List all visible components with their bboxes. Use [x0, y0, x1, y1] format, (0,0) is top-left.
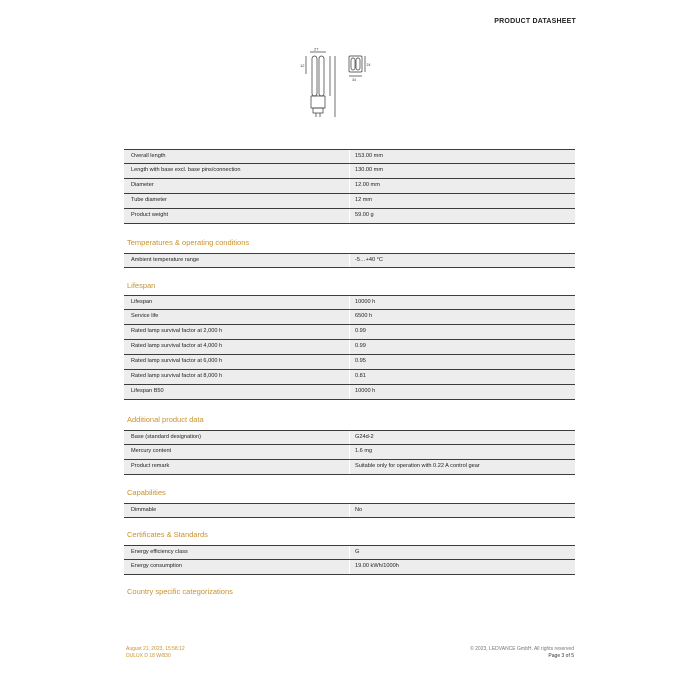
- section-title-capabilities: Capabilities: [127, 488, 166, 497]
- row-value: 10000 h: [355, 388, 376, 394]
- table-row: [124, 310, 575, 325]
- row-value: Suitable only for operation with 0.22 A control gear: [355, 463, 480, 469]
- certificates-table: [124, 545, 575, 575]
- table-row: [124, 460, 575, 475]
- footer-product-code: DULUX D 18 W/830: [126, 653, 171, 659]
- table-row: [124, 179, 575, 194]
- row-label: Ambient temperature range: [131, 257, 200, 263]
- row-label: Rated lamp survival factor at 6,000 h: [131, 358, 223, 364]
- dim-right-label: 24: [366, 63, 371, 67]
- row-label: Rated lamp survival factor at 4,000 h: [131, 343, 223, 349]
- row-value: 130.00 mm: [355, 167, 383, 173]
- row-label: Base (standard designation): [131, 434, 201, 440]
- document-title: PRODUCT DATASHEET: [494, 18, 576, 25]
- table-row: [124, 209, 575, 224]
- dimensions-table: [124, 149, 575, 224]
- row-label: Product weight: [131, 212, 169, 218]
- capabilities-table: [124, 503, 575, 518]
- row-label: Product remark: [131, 463, 170, 469]
- row-label: Service life: [131, 313, 159, 319]
- lifespan-table: [124, 295, 575, 400]
- dim-bottom-label: 34: [352, 78, 356, 82]
- table-row: [124, 560, 575, 575]
- row-label: Diameter: [131, 182, 154, 188]
- footer-copyright: © 2023, LEDVANCE GmbH. All rights reserved: [470, 646, 574, 652]
- row-value: G: [355, 549, 360, 555]
- row-label: Lifespan: [131, 299, 153, 305]
- row-label: Overall length: [131, 153, 166, 159]
- row-value: 59.00 g: [355, 212, 374, 218]
- row-label: Energy efficiency class: [131, 549, 188, 555]
- row-value: 0.99: [355, 328, 366, 334]
- row-value: G24d-2: [355, 434, 374, 440]
- temperatures-table: [124, 253, 575, 268]
- table-row: [124, 355, 575, 370]
- additional-table: [124, 430, 575, 475]
- row-value: 19.00 kWh/1000h: [355, 563, 399, 569]
- row-value: 153.00 mm: [355, 153, 383, 159]
- row-value: 0.81: [355, 373, 366, 379]
- section-title-certificates: Certificates & Standards: [127, 530, 208, 539]
- table-row: [124, 325, 575, 340]
- row-label: Rated lamp survival factor at 8,000 h: [131, 373, 223, 379]
- dim-side-label: 12: [300, 63, 305, 68]
- lamp-dimension-drawing: [298, 46, 378, 126]
- footer-page-number: Page 3 of 5: [548, 653, 574, 659]
- row-value: No: [355, 507, 363, 513]
- row-value: -5…+40 °C: [355, 257, 383, 263]
- row-value: 12 mm: [355, 197, 373, 203]
- section-title-country: Country specific categorizations: [127, 587, 233, 596]
- row-value: 0.99: [355, 343, 366, 349]
- table-row: [124, 194, 575, 209]
- row-value: 12.00 mm: [355, 182, 380, 188]
- table-row: [124, 445, 575, 460]
- section-title-temperatures: Temperatures & operating conditions: [127, 238, 250, 247]
- table-row: [124, 164, 575, 179]
- table-row: [124, 370, 575, 385]
- footer-left: [126, 646, 185, 660]
- table-row: [124, 545, 575, 560]
- footer-date: August 21, 2023, 15:58:12: [126, 646, 185, 652]
- table-row: [124, 430, 575, 445]
- row-value: 10000 h: [355, 299, 376, 305]
- row-label: Lifespan B50: [131, 388, 164, 394]
- table-row: [124, 253, 575, 268]
- section-title-lifespan: Lifespan: [127, 281, 156, 290]
- row-label: Tube diameter: [131, 197, 167, 203]
- row-label: Length with base excl. base pins/connection: [131, 167, 241, 173]
- row-value: 0.95: [355, 358, 366, 364]
- row-label: Energy consumption: [131, 563, 182, 569]
- row-value: 1.6 mg: [355, 448, 373, 454]
- footer-right: [470, 646, 574, 660]
- table-row: [124, 295, 575, 310]
- table-row: [124, 503, 575, 518]
- row-label: Mercury content: [131, 448, 172, 454]
- table-row: [124, 149, 575, 164]
- table-row: [124, 385, 575, 400]
- row-label: Dimmable: [131, 507, 157, 513]
- dim-top-label: 27: [314, 46, 319, 52]
- row-label: Rated lamp survival factor at 2,000 h: [131, 328, 223, 334]
- table-row: [124, 340, 575, 355]
- row-value: 6500 h: [355, 313, 373, 319]
- section-title-additional: Additional product data: [127, 415, 204, 424]
